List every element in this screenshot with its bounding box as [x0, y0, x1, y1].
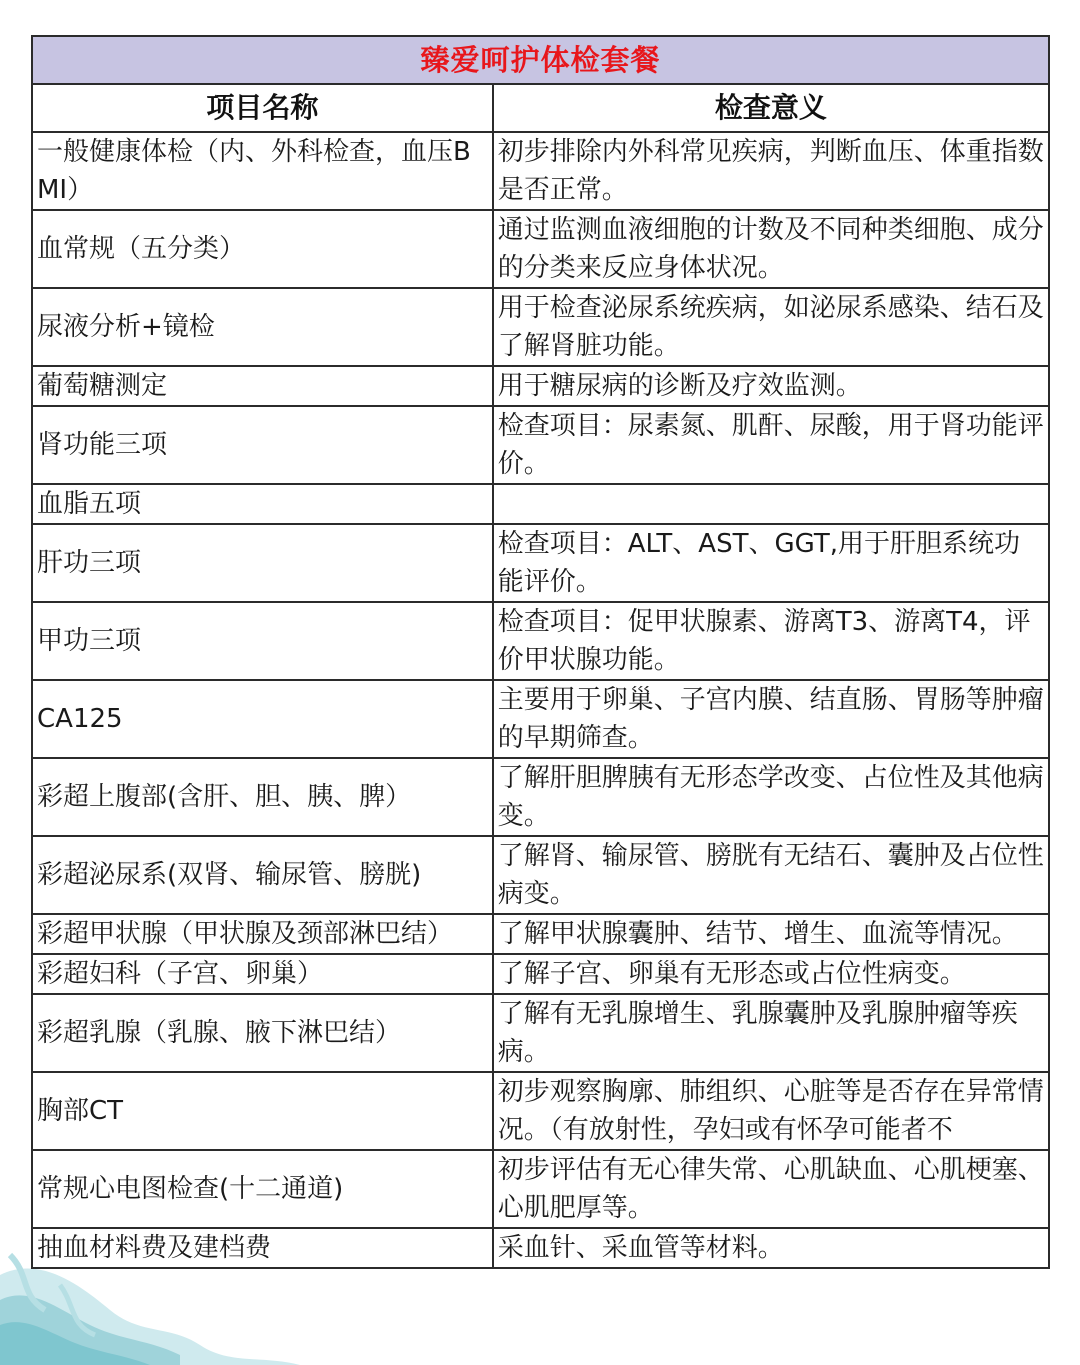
- item-significance: 了解子宫、卵巢有无形态或占位性病变。: [493, 954, 1049, 994]
- table-row: [32, 680, 1049, 758]
- table-row: [32, 914, 1049, 954]
- item-significance-cell: [493, 1072, 1049, 1150]
- table-row: [32, 366, 1049, 406]
- item-name: 肝功三项: [32, 524, 493, 602]
- item-significance: 用于检查泌尿系统疾病，如泌尿系感染、结石及了解肾脏功能。: [493, 288, 1049, 366]
- package-title: 臻爱呵护体检套餐: [32, 36, 1049, 84]
- table-row: [32, 1228, 1049, 1268]
- item-name: 彩超甲状腺（甲状腺及颈部淋巴结）: [32, 914, 493, 954]
- item-name: 彩超上腹部(含肝、胆、胰、脾）: [32, 758, 493, 836]
- item-significance: 初步排除内外科常见疾病，判断血压、体重指数是否正常。: [493, 132, 1049, 210]
- item-significance: 了解肾、输尿管、膀胱有无结石、囊肿及占位性病变。: [493, 836, 1049, 914]
- item-significance: [493, 484, 1049, 524]
- table-row: [32, 1072, 1049, 1150]
- table-row: [32, 1150, 1049, 1228]
- item-name: 常规心电图检查(十二通道): [32, 1150, 493, 1228]
- table-row: [32, 836, 1049, 914]
- item-significance: 初步观察胸廓、肺组织、心脏等是否存在异常情况。（有放射性，孕妇或有怀孕可能者不: [497, 1077, 1044, 1145]
- item-name: 血常规（五分类）: [32, 210, 493, 288]
- item-name: 血脂五项: [32, 484, 493, 524]
- table-row: [32, 132, 1049, 210]
- table-row: [32, 484, 1049, 524]
- item-significance: 了解肝胆脾胰有无形态学改变、占位性及其他病变。: [493, 758, 1049, 836]
- table-row: [32, 406, 1049, 484]
- item-name: 甲功三项: [32, 602, 493, 680]
- item-name: CA125: [32, 680, 493, 758]
- table-row: [32, 994, 1049, 1072]
- item-significance: 检查项目：尿素氮、肌酐、尿酸，用于肾功能评价。: [493, 406, 1049, 484]
- item-name: 彩超泌尿系(双肾、输尿管、膀胱): [32, 836, 493, 914]
- table-row: [32, 288, 1049, 366]
- table-row: [32, 602, 1049, 680]
- table-row: [32, 524, 1049, 602]
- item-name: 彩超乳腺（乳腺、腋下淋巴结）: [32, 994, 493, 1072]
- table-row: [32, 954, 1049, 994]
- item-name: 肾功能三项: [32, 406, 493, 484]
- header-significance: 检查意义: [493, 84, 1049, 132]
- item-significance: 检查项目：ALT、AST、GGT,用于肝胆系统功能评价。: [493, 524, 1049, 602]
- item-name: 葡萄糖测定: [32, 366, 493, 406]
- item-name: 胸部CT: [32, 1072, 493, 1150]
- item-name: 一般健康体检（内、外科检查，血压BMI）: [32, 132, 493, 210]
- item-name: 彩超妇科（子宫、卵巢）: [32, 954, 493, 994]
- item-significance: 初步评估有无心律失常、心肌缺血、心肌梗塞、心肌肥厚等。: [493, 1150, 1049, 1228]
- item-name: 尿液分析+镜检: [32, 288, 493, 366]
- item-significance: 检查项目：促甲状腺素、游离T3、游离T4，评价甲状腺功能。: [493, 602, 1049, 680]
- item-name: 抽血材料费及建档费: [32, 1228, 493, 1268]
- header-item-name: 项目名称: [32, 84, 493, 132]
- item-significance: 了解有无乳腺增生、乳腺囊肿及乳腺肿瘤等疾病。: [493, 994, 1049, 1072]
- item-significance: 通过监测血液细胞的计数及不同种类细胞、成分的分类来反应身体状况。: [493, 210, 1049, 288]
- item-significance: 采血针、采血管等材料。: [493, 1228, 1049, 1268]
- item-significance: 主要用于卵巢、子宫内膜、结直肠、胃肠等肿瘤的早期筛查。: [493, 680, 1049, 758]
- table-row: [32, 210, 1049, 288]
- item-significance: 用于糖尿病的诊断及疗效监测。: [493, 366, 1049, 406]
- item-significance: 了解甲状腺囊肿、结节、增生、血流等情况。: [493, 914, 1049, 954]
- checkup-package-table: [31, 35, 1050, 1269]
- table-row: [32, 758, 1049, 836]
